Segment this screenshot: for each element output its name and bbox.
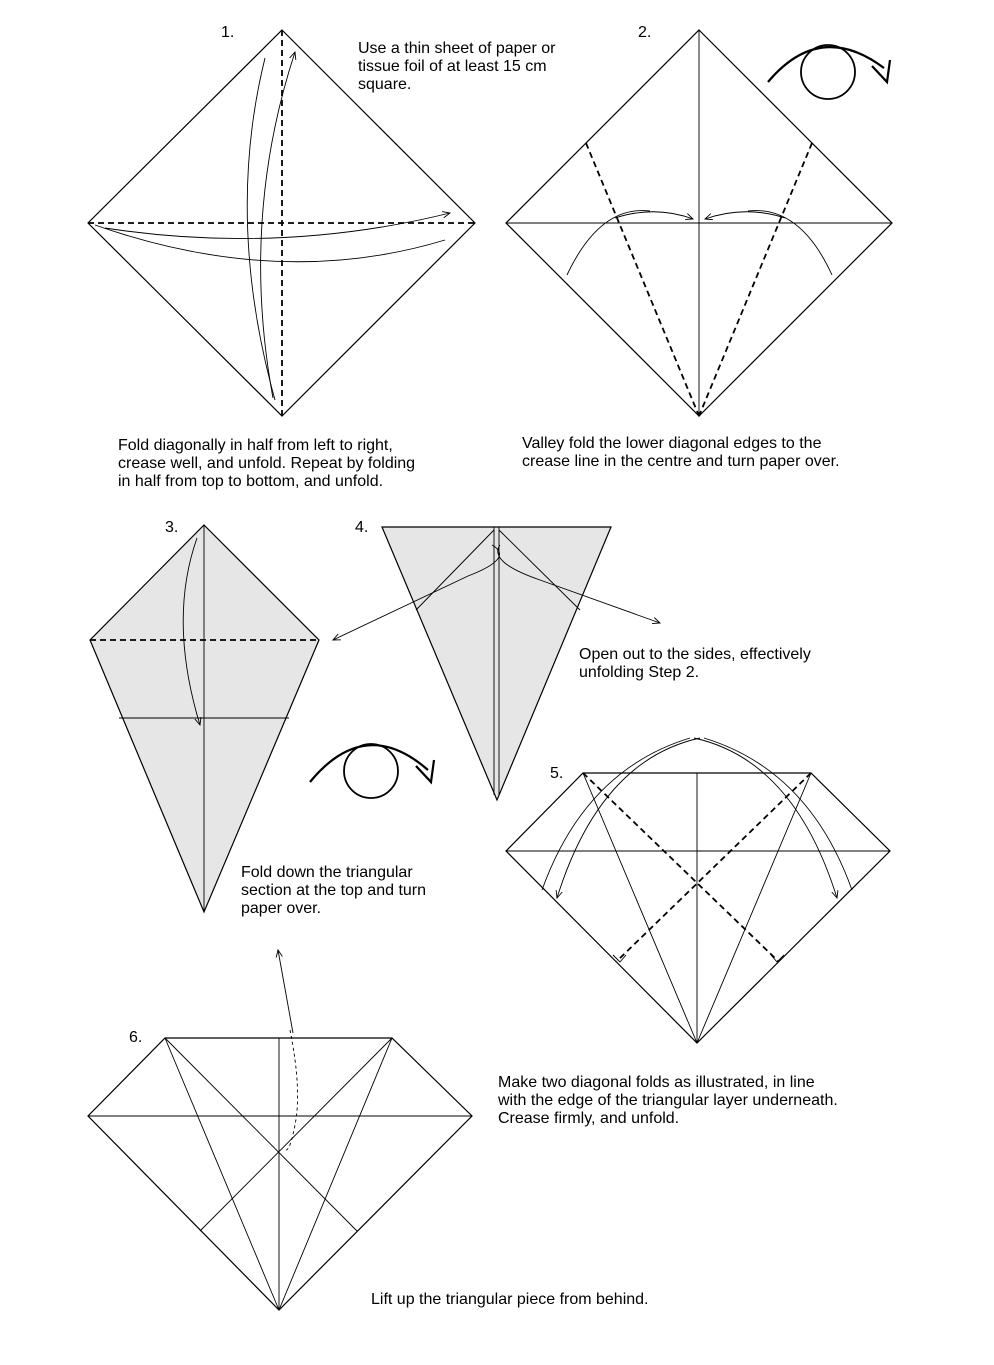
crease-line bbox=[697, 773, 811, 1043]
step-2-number: 2. bbox=[638, 24, 652, 41]
step-2-text: Valley fold the lower diagonal edges to the crease line in the centre and turn paper over. bbox=[522, 435, 840, 470]
valley-fold-line bbox=[583, 773, 778, 961]
step-4-text: Open out to the sides, effectively unfolding Step 2. bbox=[579, 646, 811, 681]
fold-arrow-icon bbox=[278, 950, 293, 1033]
step-4-figure bbox=[333, 527, 660, 800]
step-6-number: 6. bbox=[129, 1029, 143, 1046]
fold-arrow-icon bbox=[261, 52, 295, 398]
crease-line bbox=[279, 1038, 392, 1310]
fold-arrow-icon bbox=[542, 738, 690, 890]
valley-fold-line bbox=[617, 773, 811, 961]
fold-arrow-icon bbox=[105, 213, 450, 239]
crease-line bbox=[165, 1038, 279, 1310]
step-3-number: 3. bbox=[165, 519, 179, 536]
crease-line bbox=[165, 1038, 357, 1231]
turn-over-icon bbox=[768, 45, 890, 99]
step-4-number: 4. bbox=[355, 519, 369, 536]
unfolded-sheet bbox=[506, 773, 890, 1043]
step-1-text: Fold diagonally in half from left to right, crease well, and unfold. Repeat by folding in half from top to bottom, and unfold. bbox=[118, 437, 416, 490]
intro-text: Use a thin sheet of paper or tissue foil of at least 15 cm square. bbox=[358, 40, 556, 93]
turn-over-icon bbox=[310, 744, 434, 798]
unfolded-sheet bbox=[88, 1038, 472, 1310]
fold-arrow-icon bbox=[95, 225, 445, 262]
step-5-figure bbox=[506, 738, 890, 1043]
folded-kite bbox=[382, 527, 611, 800]
step-3-figure bbox=[90, 525, 434, 912]
hidden-edge-line bbox=[285, 1030, 298, 1150]
fold-arrow-icon bbox=[704, 738, 852, 890]
step-3-text: Fold down the triangular section at the top and turn paper over. bbox=[241, 864, 427, 917]
step-5-number: 5. bbox=[550, 765, 564, 782]
step-2-figure bbox=[506, 30, 892, 416]
step-6-text: Lift up the triangular piece from behind. bbox=[371, 1291, 649, 1308]
crease-line bbox=[583, 773, 697, 1043]
step-1-number: 1. bbox=[221, 24, 235, 41]
step-1-figure bbox=[88, 30, 475, 416]
kite-shape bbox=[90, 525, 319, 912]
step-5-text: Make two diagonal folds as illustrated, in line with the edge of the triangular layer underneath. Crease firmly, and unfold. bbox=[498, 1074, 838, 1127]
fold-arrow-icon bbox=[247, 58, 275, 400]
valley-fold-line bbox=[586, 143, 699, 416]
step-6-figure bbox=[88, 950, 472, 1310]
valley-fold-line bbox=[699, 143, 812, 416]
